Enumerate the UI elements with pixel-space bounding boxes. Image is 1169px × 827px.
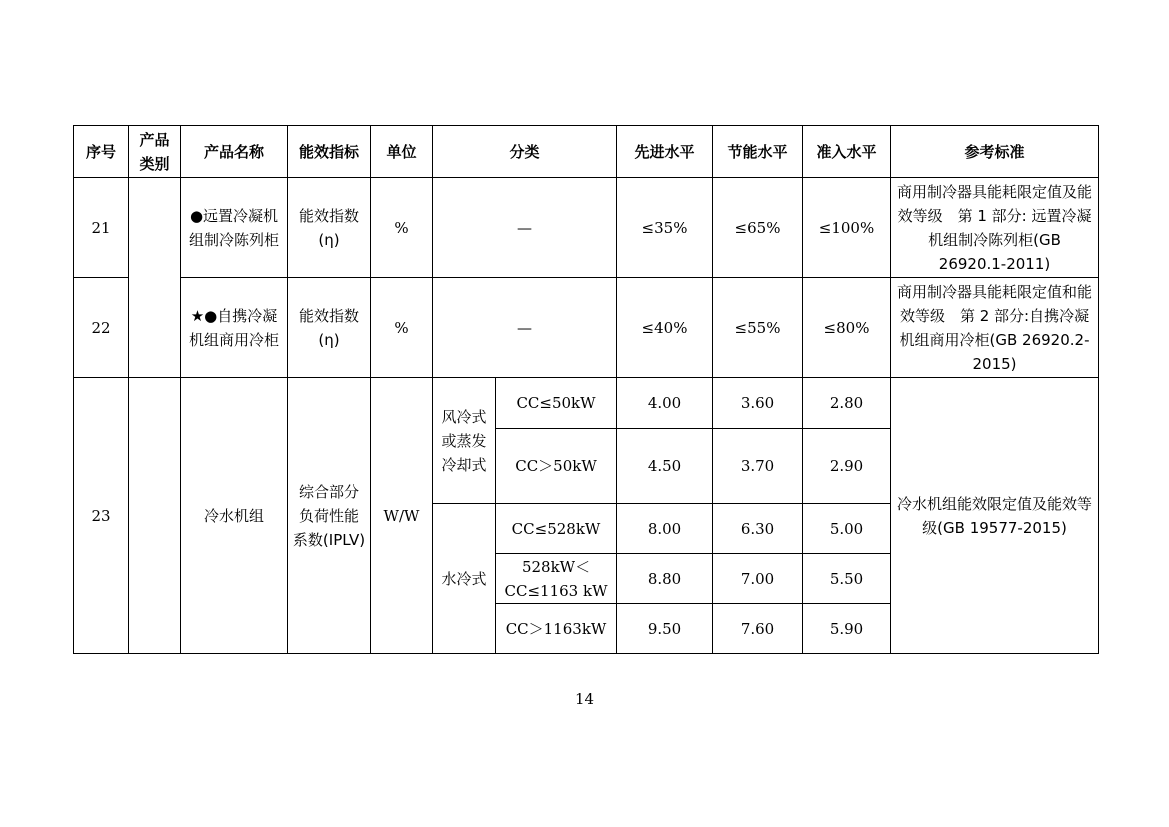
classification: — (433, 178, 617, 278)
row-seq: 23 (74, 378, 129, 654)
cooling-type: 风冷式或蒸发冷却式 (433, 378, 496, 504)
energy-saving-value: 3.70 (713, 429, 803, 504)
header-energy-saving: 节能水平 (713, 126, 803, 178)
unit: W/W (371, 378, 433, 654)
advanced-value: 9.50 (617, 604, 713, 654)
indicator: 能效指数(η) (288, 278, 371, 378)
energy-efficiency-table (73, 125, 1099, 654)
advanced-value: 8.00 (617, 504, 713, 554)
reference-standard: 商用制冷器具能耗限定值和能效等级 第 2 部分:自携冷凝机组商用冷柜(GB 26920.2-2015) (891, 278, 1099, 378)
header-seq: 序号 (74, 126, 129, 178)
access-value: 5.50 (803, 554, 891, 604)
reference-standard: 商用制冷器具能耗限定值及能效等级 第 1 部分: 远置冷凝机组制冷陈列柜(GB 26920.1-2011) (891, 178, 1099, 278)
header-classification: 分类 (433, 126, 617, 178)
header-category: 产品类别 (129, 126, 181, 178)
capacity-range: CC＞1163kW (496, 604, 617, 654)
row-seq: 22 (74, 278, 129, 378)
product-name: ●远置冷凝机组制冷陈列柜 (181, 178, 288, 278)
page-number: 14 (574, 690, 595, 708)
advanced-value: 8.80 (617, 554, 713, 604)
capacity-range: 528kW＜CC≤1163 kW (496, 554, 617, 604)
energy-saving-value: ≤65% (713, 178, 803, 278)
reference-standard: 冷水机组能效限定值及能效等级(GB 19577-2015) (891, 378, 1099, 654)
header-advanced: 先进水平 (617, 126, 713, 178)
table-row (74, 378, 1099, 429)
advanced-value: 4.00 (617, 378, 713, 429)
energy-saving-value: ≤55% (713, 278, 803, 378)
capacity-range: CC＞50kW (496, 429, 617, 504)
header-name: 产品名称 (181, 126, 288, 178)
energy-saving-value: 7.00 (713, 554, 803, 604)
unit: % (371, 278, 433, 378)
energy-saving-value: 7.60 (713, 604, 803, 654)
access-value: 5.90 (803, 604, 891, 654)
access-value: ≤100% (803, 178, 891, 278)
category-cell (129, 178, 181, 378)
indicator: 综合部分负荷性能系数(IPLV) (288, 378, 371, 654)
header-row (74, 126, 1099, 178)
advanced-value: 4.50 (617, 429, 713, 504)
category-cell (129, 378, 181, 654)
classification: — (433, 278, 617, 378)
cooling-type: 水冷式 (433, 504, 496, 654)
table-row (74, 278, 1099, 378)
header-access: 准入水平 (803, 126, 891, 178)
indicator: 能效指数(η) (288, 178, 371, 278)
product-name: 冷水机组 (181, 378, 288, 654)
capacity-range: CC≤50kW (496, 378, 617, 429)
advanced-value: ≤35% (617, 178, 713, 278)
access-value: 5.00 (803, 504, 891, 554)
header-standard: 参考标准 (891, 126, 1099, 178)
access-value: 2.90 (803, 429, 891, 504)
access-value: 2.80 (803, 378, 891, 429)
energy-saving-value: 6.30 (713, 504, 803, 554)
product-name: ★●自携冷凝机组商用冷柜 (181, 278, 288, 378)
capacity-range: CC≤528kW (496, 504, 617, 554)
header-indicator: 能效指标 (288, 126, 371, 178)
unit: % (371, 178, 433, 278)
energy-saving-value: 3.60 (713, 378, 803, 429)
access-value: ≤80% (803, 278, 891, 378)
row-seq: 21 (74, 178, 129, 278)
header-unit: 单位 (371, 126, 433, 178)
advanced-value: ≤40% (617, 278, 713, 378)
table-row (74, 178, 1099, 278)
